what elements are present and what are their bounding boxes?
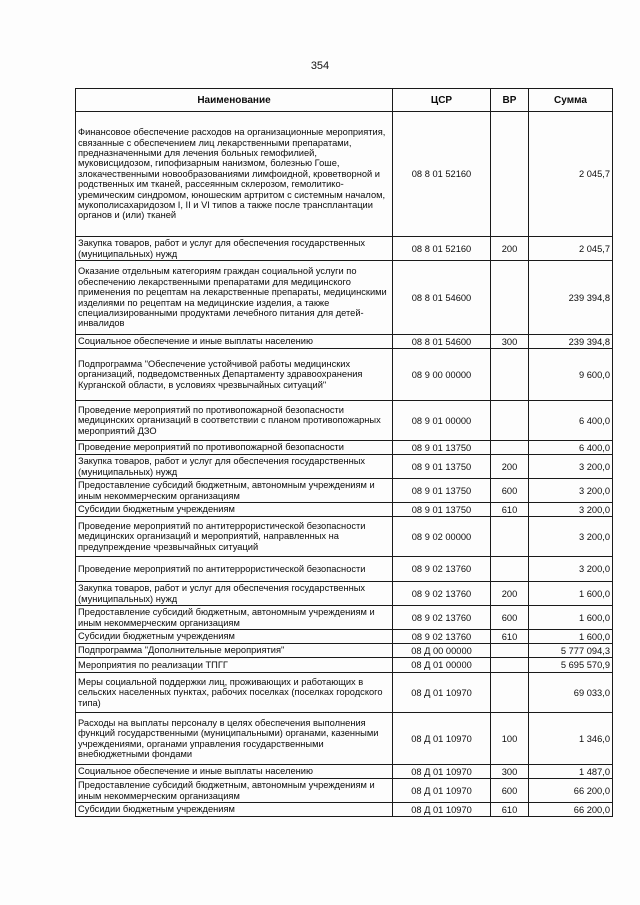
row-csr: 08 9 01 13750: [393, 441, 491, 455]
row-csr: 08 9 01 13750: [393, 503, 491, 517]
row-vr: 200: [491, 582, 529, 606]
table-row: [76, 765, 613, 779]
table-row: [76, 401, 613, 441]
row-csr: 08 Д 01 10970: [393, 713, 491, 765]
row-vr: [491, 112, 529, 237]
row-sum: 66 200,0: [529, 803, 613, 817]
table-row: [76, 517, 613, 557]
table-row: [76, 803, 613, 817]
row-sum: 3 200,0: [529, 517, 613, 557]
row-vr: 600: [491, 479, 529, 503]
table-row: [76, 582, 613, 606]
table-row: [76, 112, 613, 237]
row-sum: 239 394,8: [529, 261, 613, 335]
row-vr: [491, 673, 529, 713]
row-vr: 610: [491, 803, 529, 817]
row-sum: 3 200,0: [529, 455, 613, 479]
row-name: Закупка товаров, работ и услуг для обеспечения государственных (муниципальных) нужд: [76, 455, 393, 479]
row-vr: 610: [491, 503, 529, 517]
row-csr: 08 9 00 00000: [393, 349, 491, 401]
row-sum: 69 033,0: [529, 673, 613, 713]
row-name: Социальное обеспечение и иные выплаты населению: [76, 335, 393, 349]
row-name: Расходы на выплаты персоналу в целях обеспечения выполнения функций государственными (муниципальными) органами, казенными учреждениями, органами управления государственными внебюджетными фондами: [76, 713, 393, 765]
table-row: [76, 606, 613, 630]
row-vr: 200: [491, 455, 529, 479]
row-sum: 3 200,0: [529, 503, 613, 517]
row-name: Субсидии бюджетным учреждениям: [76, 503, 393, 517]
row-csr: 08 9 01 13750: [393, 479, 491, 503]
row-sum: 6 400,0: [529, 441, 613, 455]
row-vr: [491, 401, 529, 441]
header-name: Наименование: [76, 89, 393, 112]
row-csr: 08 9 02 13760: [393, 582, 491, 606]
row-vr: [491, 441, 529, 455]
row-csr: 08 9 02 13760: [393, 557, 491, 582]
row-vr: 300: [491, 335, 529, 349]
row-csr: 08 8 01 54600: [393, 261, 491, 335]
table-row: [76, 658, 613, 673]
row-sum: 1 600,0: [529, 582, 613, 606]
table-row: [76, 349, 613, 401]
row-csr: 08 Д 01 10970: [393, 803, 491, 817]
row-name: Мероприятия по реализации ТПГГ: [76, 658, 393, 673]
table-row: [76, 557, 613, 582]
row-sum: 5 695 570,9: [529, 658, 613, 673]
row-vr: 100: [491, 713, 529, 765]
row-name: Оказание отдельным категориям граждан социальной услуги по обеспечению лекарственными препаратами для медицинского применения по рецептам на лекарственные препараты, медицинскими изделиями по рецептам на медицинские изделия, а также специализированными продуктами лечебного питания для детей-инвалидов: [76, 261, 393, 335]
row-vr: 600: [491, 606, 529, 630]
table-row: [76, 779, 613, 803]
row-vr: 610: [491, 630, 529, 644]
row-sum: 6 400,0: [529, 401, 613, 441]
table-row: [76, 630, 613, 644]
table-row: [76, 713, 613, 765]
header-sum: Сумма: [529, 89, 613, 112]
row-vr: 600: [491, 779, 529, 803]
row-sum: 1 346,0: [529, 713, 613, 765]
row-csr: 08 9 01 00000: [393, 401, 491, 441]
table-row: [76, 237, 613, 261]
row-csr: 08 Д 01 10970: [393, 765, 491, 779]
row-sum: 1 600,0: [529, 606, 613, 630]
row-csr: 08 8 01 52160: [393, 237, 491, 261]
row-csr: 08 Д 01 10970: [393, 779, 491, 803]
row-name: Проведение мероприятий по противопожарной безопасности медицинских организаций в соответствии с планом противопожарных мероприятий ДЗО: [76, 401, 393, 441]
page-number: 354: [310, 60, 330, 72]
table-row: [76, 479, 613, 503]
row-csr: 08 9 02 00000: [393, 517, 491, 557]
row-name: Проведение мероприятий по противопожарной безопасности: [76, 441, 393, 455]
table-row: [76, 261, 613, 335]
row-name: Социальное обеспечение и иные выплаты населению: [76, 765, 393, 779]
row-vr: [491, 644, 529, 658]
table-row: [76, 673, 613, 713]
table-row: [76, 335, 613, 349]
row-csr: 08 8 01 52160: [393, 112, 491, 237]
row-name: Подпрограмма "Дополнительные мероприятия": [76, 644, 393, 658]
row-name: Предоставление субсидий бюджетным, автономным учреждениям и иным некоммерческим организациям: [76, 606, 393, 630]
row-name: Субсидии бюджетным учреждениям: [76, 630, 393, 644]
table-row: [76, 644, 613, 658]
row-vr: [491, 349, 529, 401]
row-sum: 9 600,0: [529, 349, 613, 401]
row-name: Проведение мероприятий по антитеррористической безопасности: [76, 557, 393, 582]
row-vr: [491, 658, 529, 673]
header-csr: ЦСР: [393, 89, 491, 112]
budget-table: [75, 88, 613, 817]
row-csr: 08 Д 00 00000: [393, 644, 491, 658]
table-row: [76, 503, 613, 517]
row-sum: 1 600,0: [529, 630, 613, 644]
row-name: Закупка товаров, работ и услуг для обеспечения государственных (муниципальных) нужд: [76, 582, 393, 606]
row-sum: 5 777 094,3: [529, 644, 613, 658]
row-name: Финансовое обеспечение расходов на организационные мероприятия, связанные с обеспечением лиц лекарственными препаратами, предназначенными для лечения больных гемофилией, муковисцидозом, гипофизарным нанизмом, болезнью Гоше, злокачественными новообразованиями лимфоидной, кроветворной и родственных им тканей, рассеянным склерозом, гемолитико-уремическим синдромом, юношеским артритом с системным началом, мукополисахаридозом I, II и VI типов а также после трансплантации органов и (или) тканей: [76, 112, 393, 237]
table-row: [76, 455, 613, 479]
row-vr: [491, 261, 529, 335]
row-sum: 239 394,8: [529, 335, 613, 349]
row-vr: 300: [491, 765, 529, 779]
row-csr: 08 9 02 13760: [393, 606, 491, 630]
table-row: [76, 441, 613, 455]
row-vr: 200: [491, 237, 529, 261]
header-vr: ВР: [491, 89, 529, 112]
row-vr: [491, 517, 529, 557]
row-name: Подпрограмма "Обеспечение устойчивой работы медицинских организаций, подведомственных Департаменту здравоохранения Курганской области, в условиях чрезвычайных ситуаций": [76, 349, 393, 401]
row-name: Закупка товаров, работ и услуг для обеспечения государственных (муниципальных) нужд: [76, 237, 393, 261]
row-name: Предоставление субсидий бюджетным, автономным учреждениям и иным некоммерческим организациям: [76, 479, 393, 503]
row-vr: [491, 557, 529, 582]
row-name: Проведение мероприятий по антитеррористической безопасности медицинских организаций и мероприятий, направленных на предупреждение чрезвычайных ситуаций: [76, 517, 393, 557]
row-csr: 08 Д 01 00000: [393, 658, 491, 673]
row-name: Субсидии бюджетным учреждениям: [76, 803, 393, 817]
row-csr: 08 9 02 13760: [393, 630, 491, 644]
row-sum: 3 200,0: [529, 557, 613, 582]
row-sum: 2 045,7: [529, 112, 613, 237]
row-sum: 2 045,7: [529, 237, 613, 261]
row-name: Предоставление субсидий бюджетным, автономным учреждениям и иным некоммерческим организациям: [76, 779, 393, 803]
row-csr: 08 Д 01 10970: [393, 673, 491, 713]
table-header-row: [76, 89, 613, 112]
row-sum: 66 200,0: [529, 779, 613, 803]
row-csr: 08 9 01 13750: [393, 455, 491, 479]
row-sum: 1 487,0: [529, 765, 613, 779]
row-csr: 08 8 01 54600: [393, 335, 491, 349]
row-name: Меры социальной поддержки лиц, проживающих и работающих в сельских населенных пунктах, рабочих поселках (поселках городского типа): [76, 673, 393, 713]
row-sum: 3 200,0: [529, 479, 613, 503]
